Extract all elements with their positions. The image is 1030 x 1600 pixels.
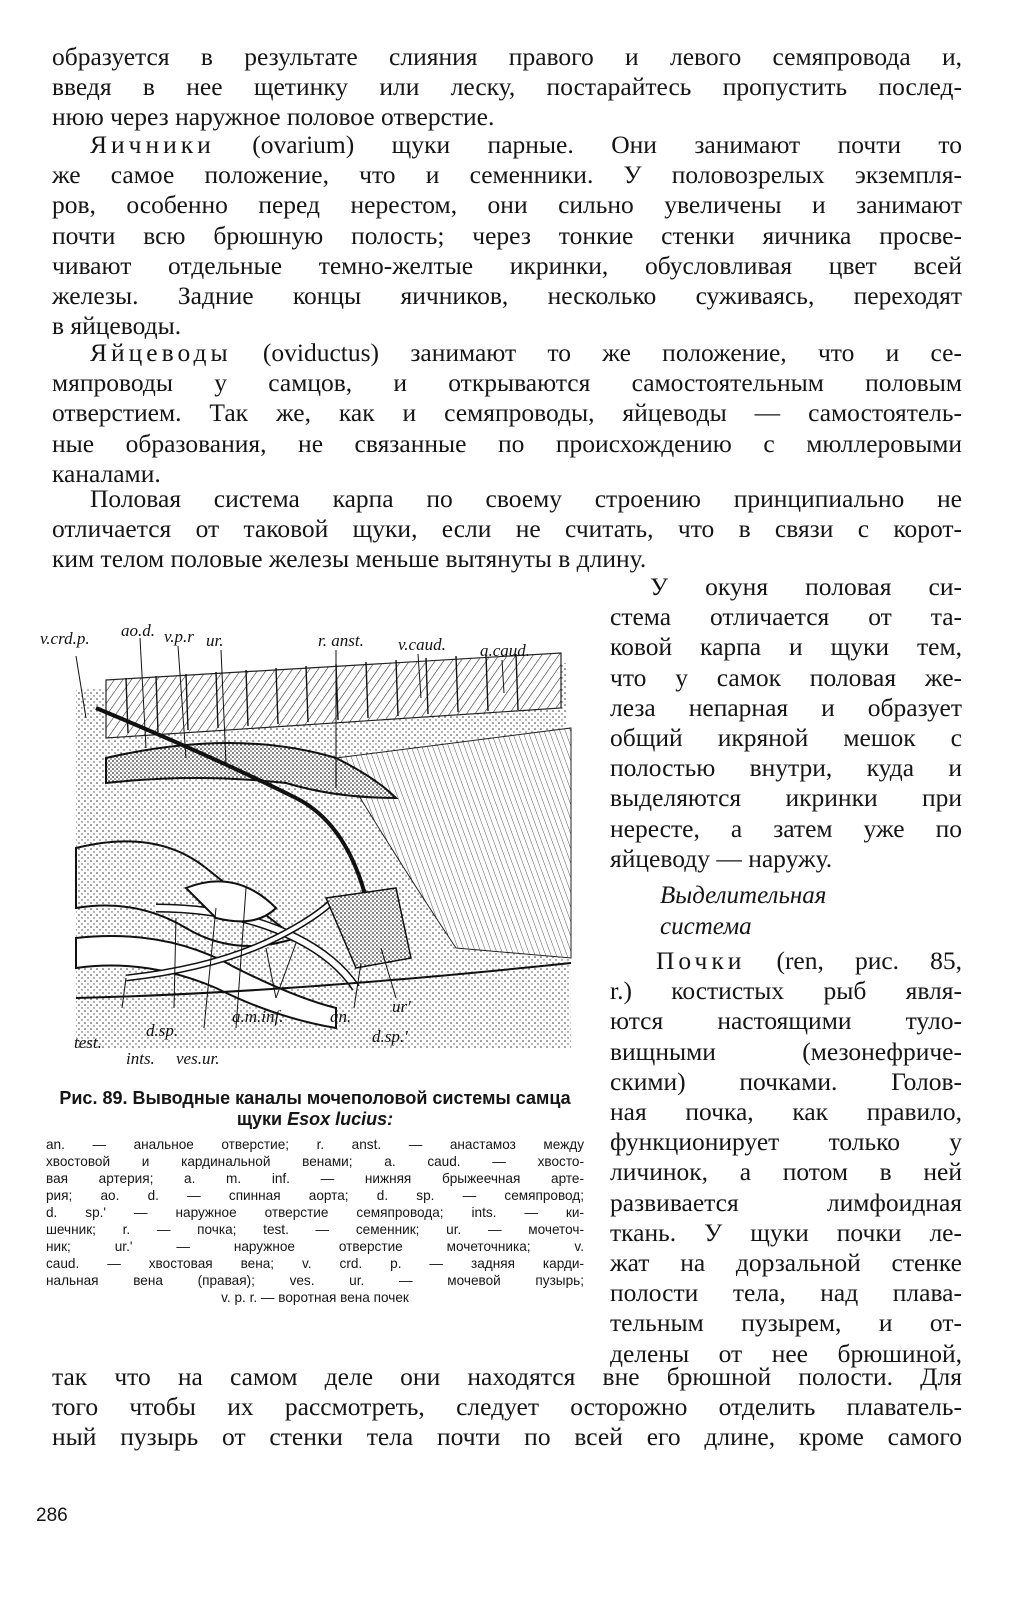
label-a-m-inf: a.m.inf. (232, 1007, 284, 1026)
legend-line: caud. — хвостовая вена; v. crd. p. — задняя карди- (46, 1256, 584, 1271)
text-line: личинок, а потом в ней (610, 1157, 962, 1187)
text-line: выделяются икринки при (610, 783, 962, 813)
label-d-sp-prime: d.sp.' (372, 1027, 408, 1046)
text-line: полостью внутри, куда и (610, 753, 962, 783)
text-line: У окуня половая си- (650, 572, 962, 601)
caption-title (46, 1088, 584, 1130)
label-ves-ur: ves.ur. (176, 1049, 220, 1068)
text-line: в яйцеводы. (52, 311, 182, 341)
caption-species: Esox lucius: (287, 1109, 394, 1129)
paragraph-carp (52, 484, 962, 575)
text-line: жат на дорзальной стенке (610, 1248, 962, 1278)
text-line: чивают отдельные темно-желтые икринки, обусловливая цвет всей (52, 250, 962, 280)
text-line: функционирует только у (610, 1127, 962, 1157)
term-kidneys: Почки (656, 946, 746, 975)
text-line: же самое положение, что и семенники. У половозрелых экземпля- (52, 160, 962, 190)
legend-line: вая артерия; a. m. inf. — нижняя брыжеечная арте- (46, 1171, 584, 1186)
text-line (52, 338, 962, 368)
text-line: развивается лимфоидная (610, 1187, 962, 1217)
paragraph-bottom (52, 1362, 962, 1453)
text-line: введя в нее щетинку или леску, постарайтесь пропустить послед- (52, 72, 962, 102)
label-v-crd-p: v.crd.p. (40, 629, 90, 648)
text-run: (ovarium) щуки парные. Они занимают почти то (252, 130, 962, 159)
paragraph-perch (610, 572, 962, 874)
text-line: вищными (мезонефриче- (610, 1036, 962, 1066)
legend-line: d. sp.' — наружное отверстие семяпровода; ints. — ки- (46, 1205, 584, 1220)
label-test: test. (74, 1033, 102, 1052)
text-line: нюю через наружное половое отверстие. (52, 102, 495, 132)
term-oviducts: Яйцеводы (90, 338, 232, 367)
term-ovaries: Яичники (90, 130, 215, 159)
text-line: стема отличается от та- (610, 602, 962, 632)
paragraph-oviducts (52, 338, 962, 489)
text-line: ные образования, не связанные по происхождению с мюллеровыми (52, 428, 962, 458)
page-number: 286 (36, 1505, 68, 1526)
text-line: тельным пузырем, и от- (610, 1308, 962, 1338)
label-a-caud: a.caud. (480, 641, 531, 660)
text-line (610, 946, 962, 976)
text-line: почти всю брюшную полость; через тонкие стенки яичника просве- (52, 220, 962, 250)
text-line: r.) костистых рыб явля- (610, 976, 962, 1006)
paragraph-ovaries (52, 130, 962, 341)
text-line: ким телом половые железы меньше вытянуты в длину. (52, 544, 647, 574)
label-ur-prime: ur' (392, 997, 411, 1016)
text-line: Половая система карпа по своему строению принципиально не (90, 484, 962, 513)
text-line: мяпроводы у самцов, и открываются самостоятельным половым (52, 368, 962, 398)
text-line: так что на самом деле они находятся вне брюшной полости. Для (52, 1362, 962, 1391)
text-line: что у самок половая же- (610, 662, 962, 692)
label-v-p-r: v.p.r (164, 627, 194, 646)
section-heading (660, 880, 960, 942)
anatomical-figure (36, 608, 576, 1078)
text-line: делены от нее брюшиной, (610, 1338, 962, 1368)
text-line: образуется в результате слияния правого и левого семяпровода и, (52, 42, 962, 71)
label-r-anst: r. anst. (318, 631, 364, 650)
text-line: отличается от таковой щуки, если не считать, что в связи с корот- (52, 514, 962, 544)
label-ao-d: ao.d. (121, 621, 155, 640)
text-line: нересте, а затем уже по (610, 813, 962, 843)
label-ints: ints. (126, 1049, 155, 1068)
label-v-caud: v.caud. (398, 635, 446, 654)
paragraph-1 (52, 42, 962, 133)
heading-line: Выделительная (660, 882, 827, 909)
text-line: ная почка, как правило, (610, 1097, 962, 1127)
text-line: леза непарная и образует (610, 692, 962, 722)
text-line: ткань. У щуки почки ле- (610, 1217, 962, 1247)
legend-line: рия; ao. d. — спинная аорта; d. sp. — семяпровод; (46, 1188, 584, 1203)
text-line (52, 130, 962, 160)
text-line: ный пузырь от стенки тела почти по всей его длине, кроме самого (52, 1422, 962, 1452)
figure-legend (46, 1136, 584, 1306)
legend-line: шечник; r. — почка; test. — семенник; ur. — мочеточ- (46, 1222, 584, 1237)
text-line: ются настоящими туло- (610, 1006, 962, 1036)
text-line: общий икряной мешок с (610, 723, 962, 753)
text-line: отверстием. Так же, как и семяпроводы, яйцеводы — самостоятель- (52, 398, 962, 428)
text-run: (oviductus) занимают то же положение, что и се- (262, 338, 962, 367)
figure-drawing (36, 608, 576, 1078)
legend-line: нальная вена (правая); ves. ur. — мочевой пузырь; (46, 1273, 584, 1288)
text-line: полости тела, над плава- (610, 1278, 962, 1308)
text-line: ковой карпа и щуки тем, (610, 632, 962, 662)
legend-line: v. p. r. — воротная вена почек (221, 1290, 409, 1305)
text-line: железы. Задние концы яичников, несколько суживаясь, переходят (52, 281, 962, 311)
text-line: скими) почками. Голов- (610, 1066, 962, 1096)
text-line: каналами. (52, 458, 161, 488)
text-line: того чтобы их рассмотреть, следует осторожно отделить плаватель- (52, 1392, 962, 1422)
text-line: ров, особенно перед нерестом, они сильно увеличены и занимают (52, 190, 962, 220)
figure-caption (46, 1088, 584, 1306)
legend-line: ник; ur.' — наружное отверстие мочеточника; v. (46, 1239, 584, 1254)
label-d-sp: d.sp. (146, 1021, 179, 1040)
label-an: an. (330, 1007, 352, 1026)
legend-line: хвостовой и кардинальной венами; a. caud. — хвосто- (46, 1154, 584, 1169)
text-line: яйцеводу — наружу. (610, 843, 833, 873)
heading-line: система (660, 913, 752, 940)
text-run: (ren, рис. 85, (776, 946, 962, 975)
paragraph-kidneys (610, 946, 962, 1369)
legend-line: an. — анальное отверстие; r. anst. — анастамоз между (46, 1137, 584, 1152)
caption-prefix: Рис. 89. Выводные каналы мочеполовой системы самца щуки (59, 1088, 571, 1129)
label-ur: ur. (206, 631, 224, 650)
